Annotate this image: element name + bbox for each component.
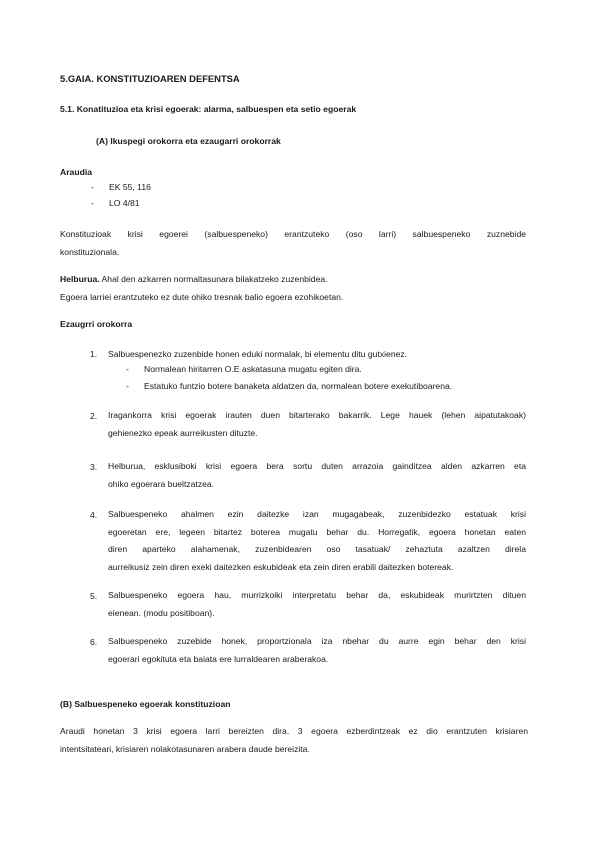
list-item-number: 6. xyxy=(90,637,98,647)
araudia-item: LO 4/81 xyxy=(109,198,140,208)
list-item-text: aurreikusiz zein diren exeki daitezken eskubideak eta zein diren erabili daitezken botereak. xyxy=(108,561,454,572)
list-item xyxy=(108,506,526,576)
araudia-heading: Araudia xyxy=(60,167,92,177)
list-item-text: ohiko egoerara bueltzatzea. xyxy=(108,478,215,489)
final-line: Araudi honetan 3 krisi egoera larri bereizten dira. 3 egoera ezberdintzeak ez dio erantzuten krisiaren xyxy=(60,726,528,736)
list-item-text: Salbuespeneko egoera hau, murrizkoiki interpretatu behar da, eskubideak murirtzten dituen xyxy=(108,590,526,600)
araudia-item-marker: - xyxy=(91,182,94,192)
list-item-number: 1. xyxy=(90,349,98,359)
list-item-number: 4. xyxy=(90,510,98,520)
list-item-number: 3. xyxy=(90,462,98,472)
intro-paragraph xyxy=(60,226,526,261)
subsection-b-title: (B) Salbuespeneko egoerak konstituzioan xyxy=(60,699,231,709)
list-item-number: 2. xyxy=(90,411,98,421)
list-item xyxy=(108,633,526,668)
helburua-paragraph xyxy=(60,271,540,306)
list-item-text: egoeretan ere, legeen bitartez boterea mugatu behar du. Horregatik, egoera honetan eaten xyxy=(108,526,526,537)
list-item-text: Salbuespenezko zuzenbide honen eduki normalak, bi elementu ditu gutxienez. xyxy=(108,349,408,359)
list-item xyxy=(108,587,526,622)
list-item-text: egoerari egokituta eta baiata ere lurraldearen araberakoa. xyxy=(108,653,329,664)
sub-item-text: Estatuko funtzio botere banaketa aldatzen da, normalean botere exekutiboarena. xyxy=(144,381,453,391)
section-title: 5.1. Konatituzioa eta krisi egoerak: alarma, salbuespen eta setio egoerak xyxy=(60,104,357,114)
final-paragraph xyxy=(60,723,528,758)
araudia-item: EK 55, 116 xyxy=(109,182,151,192)
list-item-text: Helburua, esklusiboki krisi egoera bera sortu duten arrazoia gainditzea alden azkarren eta xyxy=(108,461,526,471)
helburua-line: Egoera larriei erantzuteko ez dute ohiko tresnak balio egoera ezohikoetan. xyxy=(60,291,344,302)
intro-line: Konstituzioak krisi egoerei (salbuespeneko) erantzuteko (oso larri) salbuespeneko zuznebide xyxy=(60,229,526,239)
sub-item-marker: - xyxy=(126,364,129,374)
list-item-number: 5. xyxy=(90,591,98,601)
list-item-text: Iragankorra krisi egoerak irauten duen bitarterako bakarrik. Lege hauek (lehen aipatutakoak) xyxy=(108,410,526,420)
list-item-text: Salbuespeneko ahalmen ezin daitezke izan mugagabeak, zuzenbidezko estatuak krisi xyxy=(108,509,526,519)
list-item-text: gehienezko epeak aurreikusten dituzte. xyxy=(108,427,258,438)
final-line: intentsitateari, krisiaren nolakotasunaren arabera daude bereizita. xyxy=(60,743,310,754)
list-item-text: Salbuespeneko zuzebide honek, proportzionala iza nbehar du aurre egin behar den krisi xyxy=(108,636,526,646)
araudia-item-marker: - xyxy=(91,198,94,208)
helburua-text: Ahal den azkarren normaltasunara bilakatzeko zuzenbidea. xyxy=(99,274,328,284)
list-item-text: eienean. (modu positiboan). xyxy=(108,607,215,618)
sub-item-text: Normalean hiritarren O.E askatasuna mugatu egiten dira. xyxy=(144,364,362,374)
document-title: 5.GAIA. KONSTITUZIOAREN DEFENTSA xyxy=(60,73,240,84)
sub-item-marker: - xyxy=(126,381,129,391)
helburua-label: Helburua. xyxy=(60,274,100,284)
list-item xyxy=(108,458,526,493)
intro-line: konstituzionala. xyxy=(60,246,120,257)
list-item xyxy=(108,407,526,442)
ezaugarri-heading: Ezaugrri orokorra xyxy=(60,319,133,329)
list-item-text: diren aparteko alahamenak, zuzenbidearen oso tasatuak/ zehaztuta azaltzen direla xyxy=(108,544,526,554)
subsection-a-title: (A) Ikuspegi orokorra eta ezaugarri orokorrak xyxy=(96,136,281,146)
